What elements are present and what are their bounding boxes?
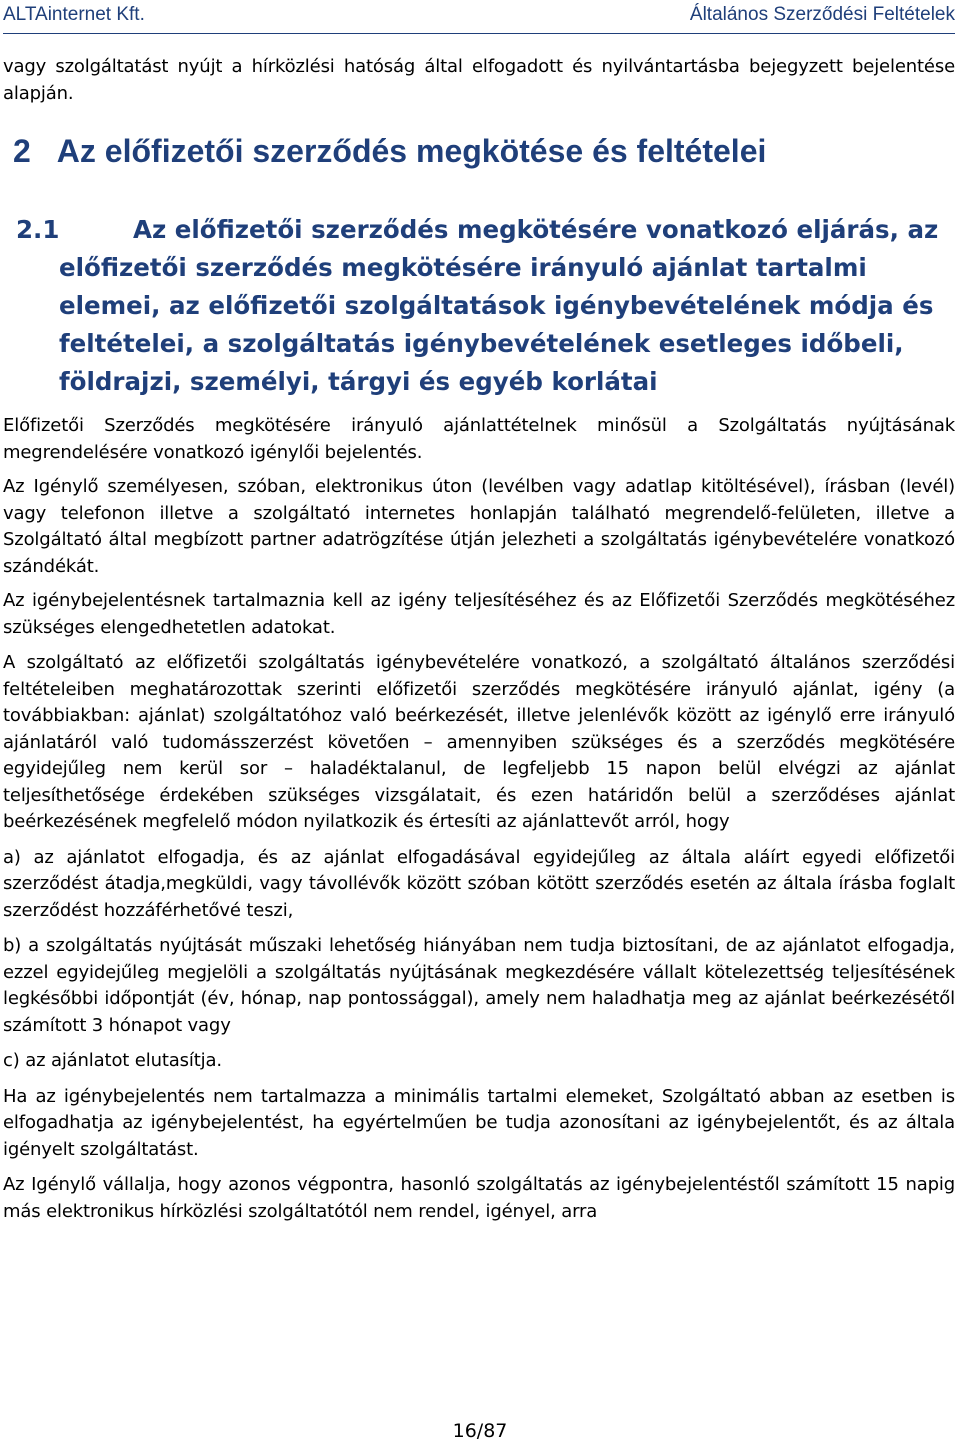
section-number: 2 [13, 133, 31, 169]
paragraph: c) az ajánlatot elutasítja. [3, 1050, 222, 1071]
paragraph: Az Igénylő vállalja, hogy azonos végpontra, hasonló szolgáltatás az igénybejelentéstől számított 15 napig más elektronikus hírközlési szolgáltatótól nem rendel, igényel, arra [3, 1174, 955, 1222]
company-name: ALTAinternet Kft. [3, 4, 145, 25]
intro-paragraph: vagy szolgáltatást nyújt a hírközlési hatóság által elfogadott és nyilvántartásba bejegyzett bejelentése alapján. [3, 56, 955, 104]
paragraph: Ha az igénybejelentés nem tartalmazza a minimális tartalmi elemeket, Szolgáltató abban az esetben is elfogadhatja az igénybejelentést, ha egyértelműen be tudja azonosítani az igénybejelentőt, és az általa igényelt szolgáltatást. [3, 1085, 955, 1160]
paragraph: Előfizetői Szerződés megkötésére irányuló ajánlattételnek minősül a Szolgáltatás nyújtásának megrendelésére vonatkozó igénylői bejelentés. [3, 415, 955, 463]
section-heading [13, 131, 955, 171]
page-content [3, 54, 955, 1234]
subsection-number: 2.1 [16, 215, 60, 244]
page-header [3, 4, 955, 34]
subsection-heading [16, 211, 955, 401]
header-rule [3, 33, 955, 34]
document-title: Általános Szerződési Feltételek [689, 4, 955, 25]
subsection-title: Az előfizetői szerződés megkötésére vonatkozó eljárás, az előfizetői szerződés megkötésére irányuló ajánlat tartalmi elemei, az előfizetői szolgáltatások igénybevételének módja és feltételei, a szolgáltatás igénybevételének esetleges időbeli, földrajzi, személyi, tárgyi és egyéb korlátai [59, 215, 939, 396]
page-number: 16/87 [452, 1420, 508, 1442]
section-title: Az előfizetői szerződés megkötése és feltételei [56, 133, 767, 169]
paragraph: a) az ajánlatot elfogadja, és az ajánlat elfogadásával egyidejűleg az általa aláírt egyedi előfizetői szerződést átadja,megküldi, vagy távollévők között szóban kötött szerződés esetén az általa írásba foglalt szerződést hozzáférhetővé teszi, [3, 846, 955, 921]
paragraph: A szolgáltató az előfizetői szolgáltatás igénybevételére vonatkozó, a szolgáltató általános szerződési feltételeiben meghatározottak szerinti előfizetői szerződés megkötésére irányuló ajánlat, igény (a továbbiakban: ajánlat) szolgáltatóhoz való beérkezését, illetve jelenlévők között az igénylő erre irányuló ajánlatáról való tudomásszerzést követően – amennyiben szükséges és a szerződés megkötésére egyidejűleg nem kerül sor – haladéktalanul, de legfeljebb 15 napon belül elvégzi az ajánlat teljesíthetősége érdekében szükséges vizsgálatait, és ezen határidőn belül a szerződéses ajánlat beérkezésének megfelelő módon nyilatkozik és értesíti az ajánlattevőt arról, hogy [3, 652, 955, 832]
paragraph: b) a szolgáltatás nyújtását műszaki lehetőség hiányában nem tudja biztosítani, de az ajánlatot elfogadja, ezzel egyidejűleg megjelöli a szolgáltatás nyújtásának megkezdésére vállalt kötelezettség teljesítésének legkésőbbi időpontját (év, hónap, nap pontossággal), amely nem haladhatja meg az ajánlat beérkezésétől számított 3 hónapot vagy [3, 935, 955, 1036]
paragraph: Az Igénylő személyesen, szóban, elektronikus úton (levélben vagy adatlap kitöltésével), írásban (levél) vagy telefonon illetve a szolgáltató internetes honlapján található megrendelő-felületen, illetve a Szolgáltató által megbízott partner adatrögzítése útján jelezheti a szolgáltatás igénybevételére vonatkozó szándékát. [3, 476, 955, 577]
paragraph: Az igénybejelentésnek tartalmaznia kell az igény teljesítéséhez és az Előfizetői Szerződés megkötéséhez szükséges elengedhetetlen adatokat. [3, 590, 955, 638]
